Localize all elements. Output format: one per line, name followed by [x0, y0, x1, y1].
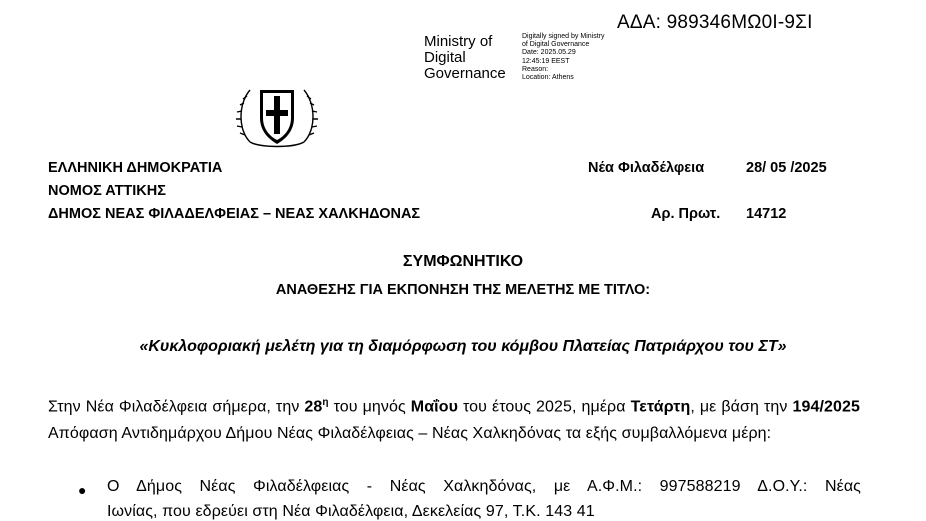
signature-detail: Location: Athens	[522, 74, 574, 82]
ordinal-suffix: η	[322, 397, 329, 408]
text-run: του έτους 2025, ημέρα	[458, 398, 631, 416]
date-day: 28	[304, 398, 323, 416]
text-run: , με βάση την	[690, 398, 793, 416]
header-date: 28/ 05 /2025	[746, 160, 827, 176]
party-item-continuation: Ιωνίας, που εδρεύει στη Νέα Φιλαδέλφεια, Δεκελείας 97, Τ.Κ. 143 41	[107, 503, 595, 520]
protocol-label: Αρ. Πρωτ.	[651, 206, 721, 222]
party-item: Ο Δήμος Νέας Φιλαδέλφειας - Νέας Χαλκηδόνας, με Α.Φ.Μ.: 997588219 Δ.Ο.Υ.: Νέας	[107, 478, 861, 495]
signature-org-line: Governance	[424, 65, 506, 82]
bullet-marker: ●	[78, 482, 87, 498]
text-run: Απόφαση Αντιδημάρχου Δήμου Νέας Φιλαδέλφειας – Νέας Χαλκηδόνας τα εξής συμβαλλόμενα μέρη:	[48, 424, 772, 442]
signature-organization	[424, 34, 506, 82]
signature-detail: 12:45:19 EEST	[522, 57, 570, 65]
signature-details	[522, 33, 604, 82]
header-municipality: ΔΗΜΟΣ ΝΕΑΣ ΦΙΛΑΔΕΛΦΕΙΑΣ – ΝΕΑΣ ΧΑΛΚΗΔΟΝΑΣ	[48, 206, 421, 222]
signature-detail: of Digital Governance	[522, 41, 590, 49]
signature-detail: Date: 2025.05.29	[522, 49, 576, 57]
document-subtitle: ΑΝΑΘΕΣΗΣ ΓΙΑ ΕΚΠΟΝΗΣΗ ΤΗΣ ΜΕΛΕΤΗΣ ΜΕ ΤΙΤΛΟ:	[275, 282, 651, 298]
document-title: ΣΥΜΦΩΝΗΤΙΚΟ	[402, 253, 524, 270]
header-prefecture: ΝΟΜΟΣ ΑΤΤΙΚΗΣ	[48, 183, 166, 199]
signature-detail: Digitally signed by Ministry	[522, 33, 605, 40]
header-place: Νέα Φιλαδέλφεια	[588, 160, 705, 176]
coat-of-arms-emblem	[236, 80, 318, 150]
text-run: του μηνός	[328, 398, 411, 416]
body-paragraph	[48, 390, 860, 447]
ada-code: ΑΔΑ: 989346ΜΩ0Ι-9ΣΙ	[617, 12, 813, 33]
date-weekday: Τετάρτη	[630, 398, 691, 416]
date-month: Μαΐου	[410, 398, 458, 416]
signature-org-line: Digital	[424, 49, 466, 66]
signature-detail: Reason:	[522, 65, 549, 73]
text-run: Στην Νέα Φιλαδέλφεια σήμερα, την	[48, 398, 305, 416]
protocol-number: 14712	[746, 206, 787, 222]
header-republic: ΕΛΛΗΝΙΚΗ ΔΗΜΟΚΡΑΤΙΑ	[48, 160, 223, 176]
study-title: «Κυκλοφοριακή μελέτη για τη διαμόρφωση του κόμβου Πλατείας Πατριάρχου του ΣΤ»	[139, 338, 787, 355]
decision-number: 194/2025	[792, 398, 860, 416]
signature-org-line: Ministry of	[424, 33, 493, 50]
